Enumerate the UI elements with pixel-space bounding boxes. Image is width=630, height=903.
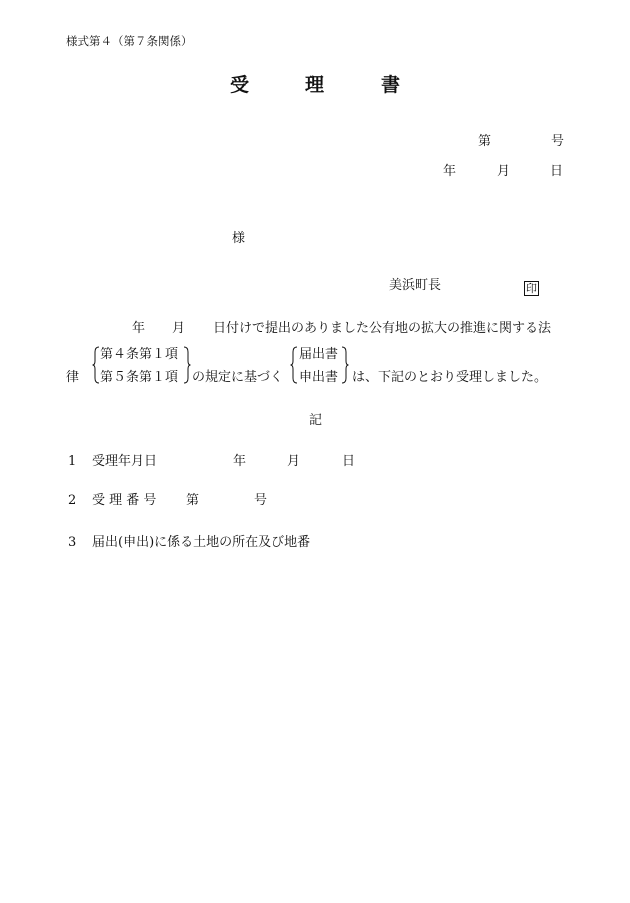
item-2-suffix: 号 xyxy=(254,493,268,508)
number-suffix: 号 xyxy=(551,134,565,149)
addressee-honorific: 様 xyxy=(232,231,246,246)
number-prefix: 第 xyxy=(478,134,492,149)
article-option-1: 第４条第１項 xyxy=(100,347,179,362)
form-reference: 様式第４（第７条関係） xyxy=(66,34,193,48)
sender-name: 美浜町長 xyxy=(389,278,442,293)
doc-right-brace xyxy=(341,346,349,384)
body-ritsu: 律 xyxy=(66,370,80,385)
article-right-brace xyxy=(183,346,191,384)
item-2-prefix: 第 xyxy=(186,493,200,508)
body-tail-text: は、下記のとおり受理しました。 xyxy=(352,370,548,385)
doc-option-2: 申出書 xyxy=(299,370,339,385)
item-3-label: 届出(申出)に係る土地の所在及び地番 xyxy=(92,535,311,550)
date-day: 日 xyxy=(550,164,564,179)
date-month: 月 xyxy=(497,164,511,179)
title-char-3: 書 xyxy=(381,74,401,96)
body-mid-text: の規定に基づく xyxy=(192,370,284,385)
item-2-number: 2 xyxy=(68,493,77,508)
item-1-number: 1 xyxy=(68,454,77,469)
item-2-label: 受 理 番 号 xyxy=(92,493,157,508)
item-1-month: 月 xyxy=(287,454,301,469)
body-year: 年 xyxy=(132,321,146,336)
title-char-2: 理 xyxy=(305,74,325,96)
title-char-1: 受 xyxy=(230,74,250,96)
item-1-day: 日 xyxy=(342,454,356,469)
item-1-label: 受理年月日 xyxy=(92,454,158,469)
seal-mark: 印 xyxy=(526,282,537,295)
doc-option-1: 届出書 xyxy=(299,347,339,362)
ki-heading: 記 xyxy=(309,413,323,428)
item-3-number: 3 xyxy=(68,535,77,550)
article-option-2: 第５条第１項 xyxy=(100,370,179,385)
item-1-year: 年 xyxy=(233,454,247,469)
body-line1-text: 日付けで提出のありました公有地の拡大の推進に関する法 xyxy=(213,321,552,336)
body-month: 月 xyxy=(172,321,186,336)
date-year: 年 xyxy=(443,164,457,179)
doc-left-brace xyxy=(290,346,298,384)
article-left-brace xyxy=(92,346,100,384)
